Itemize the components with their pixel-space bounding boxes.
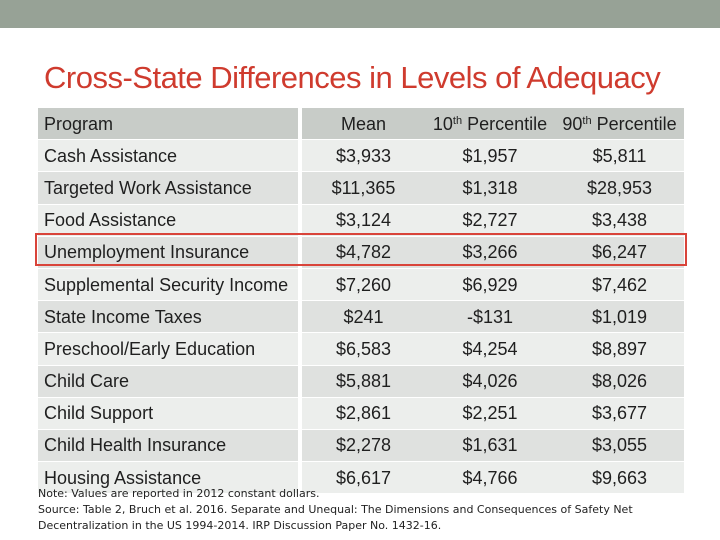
top-decorative-band — [0, 0, 720, 28]
mean-cell: $2,278 — [302, 430, 425, 462]
p10-cell: $1,957 — [425, 140, 555, 172]
p90-cell: $6,247 — [555, 237, 684, 269]
header-90th-num: 90 — [562, 113, 583, 134]
program-cell: Child Care — [38, 366, 298, 398]
p90-cell: $8,897 — [555, 333, 684, 365]
adequacy-table — [38, 108, 684, 494]
table-row — [38, 172, 684, 204]
table-row — [38, 398, 684, 430]
table-row — [38, 237, 684, 269]
program-cell: Housing Assistance — [38, 462, 298, 494]
mean-cell: $7,260 — [302, 269, 425, 301]
footnote — [38, 486, 698, 534]
header-90th-sup: th — [582, 114, 592, 127]
program-cell: Supplemental Security Income — [38, 269, 298, 301]
p90-cell: $28,953 — [555, 172, 684, 204]
header-10th-num: 10 — [432, 113, 453, 134]
mean-cell: $11,365 — [302, 172, 425, 204]
note-line-2: Source: Table 2, Bruch et al. 2016. Separate and Unequal: The Dimensions and Consequences of Safety Net — [38, 503, 633, 516]
program-cell: Targeted Work Assistance — [38, 172, 298, 204]
program-cell: Food Assistance — [38, 205, 298, 237]
header-10th-sup: th — [452, 114, 463, 127]
header-program: Program — [38, 108, 298, 140]
p90-cell: $3,677 — [555, 398, 684, 430]
mean-cell: $6,617 — [302, 462, 425, 494]
header-90th-text: Percentile — [591, 113, 677, 134]
header-10th-percentile — [425, 108, 555, 140]
p10-cell: -$131 — [425, 301, 555, 333]
p10-cell: $2,251 — [425, 398, 555, 430]
table-row — [38, 140, 684, 172]
p10-cell: $3,266 — [425, 237, 555, 269]
table-row — [38, 269, 684, 301]
table-header-row — [38, 108, 684, 140]
table-row — [38, 366, 684, 398]
p90-cell: $3,055 — [555, 430, 684, 462]
note-line-3: Decentralization in the US 1994-2014. IRP Discussion Paper No. 1432-16. — [38, 519, 442, 532]
table-row — [38, 301, 684, 333]
p10-cell: $4,026 — [425, 366, 555, 398]
mean-cell: $6,583 — [302, 333, 425, 365]
mean-cell: $3,124 — [302, 205, 425, 237]
p10-cell: $6,929 — [425, 269, 555, 301]
slide-title: Cross-State Differences in Levels of Adequacy — [44, 60, 661, 95]
program-cell: State Income Taxes — [38, 301, 298, 333]
p90-cell: $9,663 — [555, 462, 684, 494]
program-cell: Child Support — [38, 398, 298, 430]
table-row — [38, 205, 684, 237]
p90-cell: $8,026 — [555, 366, 684, 398]
mean-cell: $241 — [302, 301, 425, 333]
mean-cell: $5,881 — [302, 366, 425, 398]
program-cell: Cash Assistance — [38, 140, 298, 172]
table-row — [38, 333, 684, 365]
program-cell: Preschool/Early Education — [38, 333, 298, 365]
mean-cell: $3,933 — [302, 140, 425, 172]
header-90th-percentile — [555, 108, 684, 140]
header-mean: Mean — [302, 108, 425, 140]
mean-cell: $4,782 — [302, 237, 425, 269]
table-row — [38, 430, 684, 462]
p10-cell: $1,631 — [425, 430, 555, 462]
p90-cell: $3,438 — [555, 205, 684, 237]
p10-cell: $1,318 — [425, 172, 555, 204]
note-line-1: Note: Values are reported in 2012 constant dollars. — [38, 487, 320, 500]
p10-cell: $2,727 — [425, 205, 555, 237]
header-10th-text: Percentile — [462, 113, 548, 134]
p90-cell: $7,462 — [555, 269, 684, 301]
p90-cell: $1,019 — [555, 301, 684, 333]
p10-cell: $4,766 — [425, 462, 555, 494]
mean-cell: $2,861 — [302, 398, 425, 430]
p10-cell: $4,254 — [425, 333, 555, 365]
p90-cell: $5,811 — [555, 140, 684, 172]
program-cell: Child Health Insurance — [38, 430, 298, 462]
program-cell: Unemployment Insurance — [38, 237, 298, 269]
